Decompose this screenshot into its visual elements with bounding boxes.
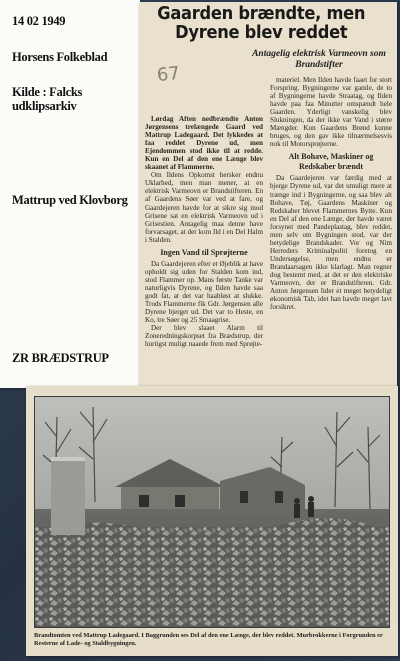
photo-clipping (26, 386, 398, 656)
newspaper-name: Horsens Folkeblad (12, 50, 108, 64)
section-heading: Ingen Vand til Sprøjterne (160, 247, 248, 257)
article-column-right (270, 76, 392, 311)
section-heading: Alt Bohave, Maskiner og Redskaber brændt (288, 152, 374, 172)
paragraph: Der blev slaaet Alarm til Zoneredningskorpset fra Brædstrup, der hurtigst muligt naaede frem med Sprøjte- (145, 324, 263, 349)
location-label: Mattrup ved Klovborg (12, 193, 128, 207)
paragraph: Da Gaardejeren efter et Øjeblik at have opholdt sig uden for Stalden kom ind, stod Flammer op. Mans første Tanke var naturligvis Dyrene, og Ilden havde saa godt fat, at det var haabløst at slukke. Trods Flammerne fik Gdr. Jørgensen alle Dyrene bjerget ud. Det var to Heste, en Ko, tre Søer og 25 Smaagrise. (145, 259, 263, 325)
photo-caption: Brandtomten ved Mattrup Ladegaard. I Baggrunden ses Del af den ene Længe, der blev reddet. Murbrokkerne i Forgrunden er Resterne af Lade- og Staldbygningen. (34, 632, 383, 647)
archive-label-card (0, 0, 140, 388)
fire-ruins-photo (34, 396, 390, 628)
newspaper-clipping (139, 2, 397, 394)
paragraph: Da Gaardejeren var færdig med at bjerge Dyrene ud, var det umuligt mere at trænge ind i Bygningerne, og saa blev alt Bohave, Tøj, Gaardens Maskiner og Redskaber blevet Flammernes Bytte. Kun en Del af den ene Længe, der havde været forsynet med Pandeplastag, blev reddet, men selv om Bygningen stod, var der betydelige Brandskader. Vor og Nim Herreders Kriminalpoliti foretog en Undersøgelse, men endnu er Brandaarsagen ikke klarlagt. Man regner dog bestemt med, at det er den elektriske Varmeovn, der er Brandstifteren. Gdr. Anton Jørgensen lider et meget betydeligt økonomisk Tab, idet han havde meget lavt forsikret. (270, 174, 392, 312)
source-label: Kilde : Falcks udklipsarkiv (12, 85, 83, 113)
ruins-illustration (35, 397, 390, 628)
headline-line-1: Gaarden brændte, men (157, 4, 366, 24)
headline (145, 5, 378, 43)
subheadline: Antagelig elektrisk Varmeovn som Brandstifter (252, 49, 386, 70)
handwritten-number: 67 (155, 62, 181, 87)
paragraph: Lørdag Aften nedbrændte Anton Jørgensens trelængede Gaard ved Mattrup Ladegaard. Det lykkedes at faa reddet Dyrene ud, men Ejendommen stod ikke til at redde. Kun en Del af den ene Længe blev skaanet af Flammerne. (145, 115, 263, 172)
zone-tag: ZR BRÆDSTRUP (12, 351, 109, 365)
headline-line-2: Dyrene blev reddet (175, 23, 348, 43)
clipping-date: 14 02 1949 (12, 14, 66, 28)
paragraph: materiel. Men Ilden havde faaet for stort Forspring. Bygningerne var gamle, de to af Bygningerne havde Straatag, og Ilden havde paa faa Minutter omspændt hele Gaarden. Yderligt vanskelig blev Slukningen, da der ikke var Vand i større Mængder. Kun Gaardens Brønd kunne bruges, og den gav ikke tilnærmelsesvis nok til Motorsprøjterne. (270, 76, 392, 149)
paragraph: Om Ildens Opkomst hersker endnu Uklarhed, men man mener, at en elektrisk Varmeovn er Brandstifteren. En af Gaardens Søer var ved at fare, og Gaardejeren havde for at sikre sig mod Grisene sat en elektrisk Varmeovn ud i Grisestien. Antagelig maa denne have forvarsaget, at der kom Ild i en Del Halm i Stalden. (145, 171, 263, 244)
article-column-left (145, 115, 263, 348)
